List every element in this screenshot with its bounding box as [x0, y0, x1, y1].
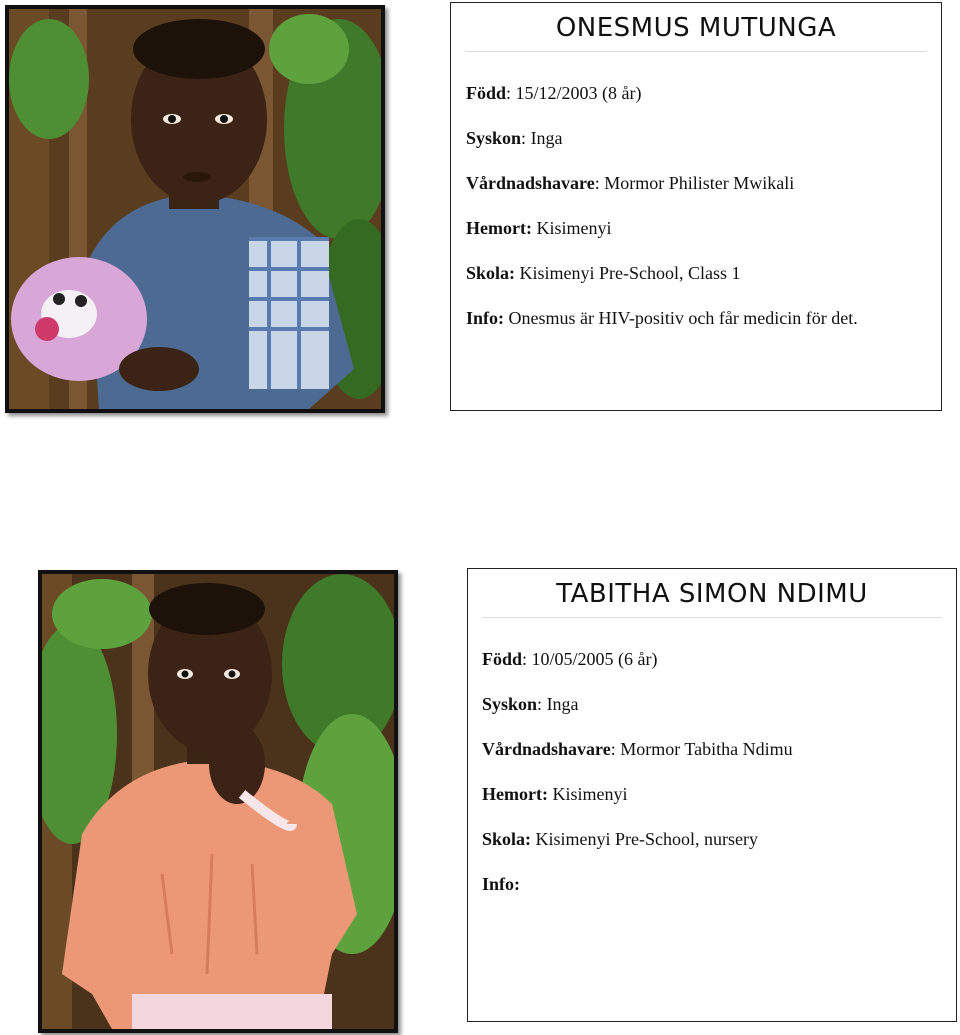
- field-info: Info:: [482, 874, 521, 894]
- field-vardnadshavare: Vårdnadshavare: Mormor Philister Mwikali: [466, 173, 795, 193]
- profile-name: TABITHA SIMON NDIMU: [556, 579, 868, 609]
- field-vardnadshavare: Vårdnadshavare: Mormor Tabitha Ndimu: [482, 739, 793, 759]
- profile-fields: [455, 82, 937, 329]
- profile-fields: [472, 648, 952, 895]
- field-info: Info: Onesmus är HIV-positiv och får medicin för det.: [466, 308, 858, 328]
- profile-photo-tabitha: [38, 570, 398, 1033]
- photo-tabitha-illustration: [42, 574, 394, 1029]
- field-fodd: Född: 10/05/2005 (6 år): [482, 649, 658, 669]
- title-divider: [465, 51, 927, 52]
- profile-card-onesmus: [450, 2, 942, 411]
- profile-card-tabitha: [467, 568, 957, 1022]
- field-syskon: Syskon: Inga: [466, 128, 563, 148]
- field-hemort: Hemort: Kisimenyi: [466, 218, 612, 238]
- field-skola: Skola: Kisimenyi Pre-School, Class 1: [466, 263, 741, 283]
- field-fodd: Född: 15/12/2003 (8 år): [466, 83, 642, 103]
- field-syskon: Syskon: Inga: [482, 694, 579, 714]
- profile-name: ONESMUS MUTUNGA: [555, 13, 837, 43]
- field-skola: Skola: Kisimenyi Pre-School, nursery: [482, 829, 758, 849]
- field-hemort: Hemort: Kisimenyi: [482, 784, 628, 804]
- title-divider: [482, 617, 942, 618]
- photo-onesmus-illustration: [9, 9, 381, 409]
- profile-photo-onesmus: [5, 5, 385, 413]
